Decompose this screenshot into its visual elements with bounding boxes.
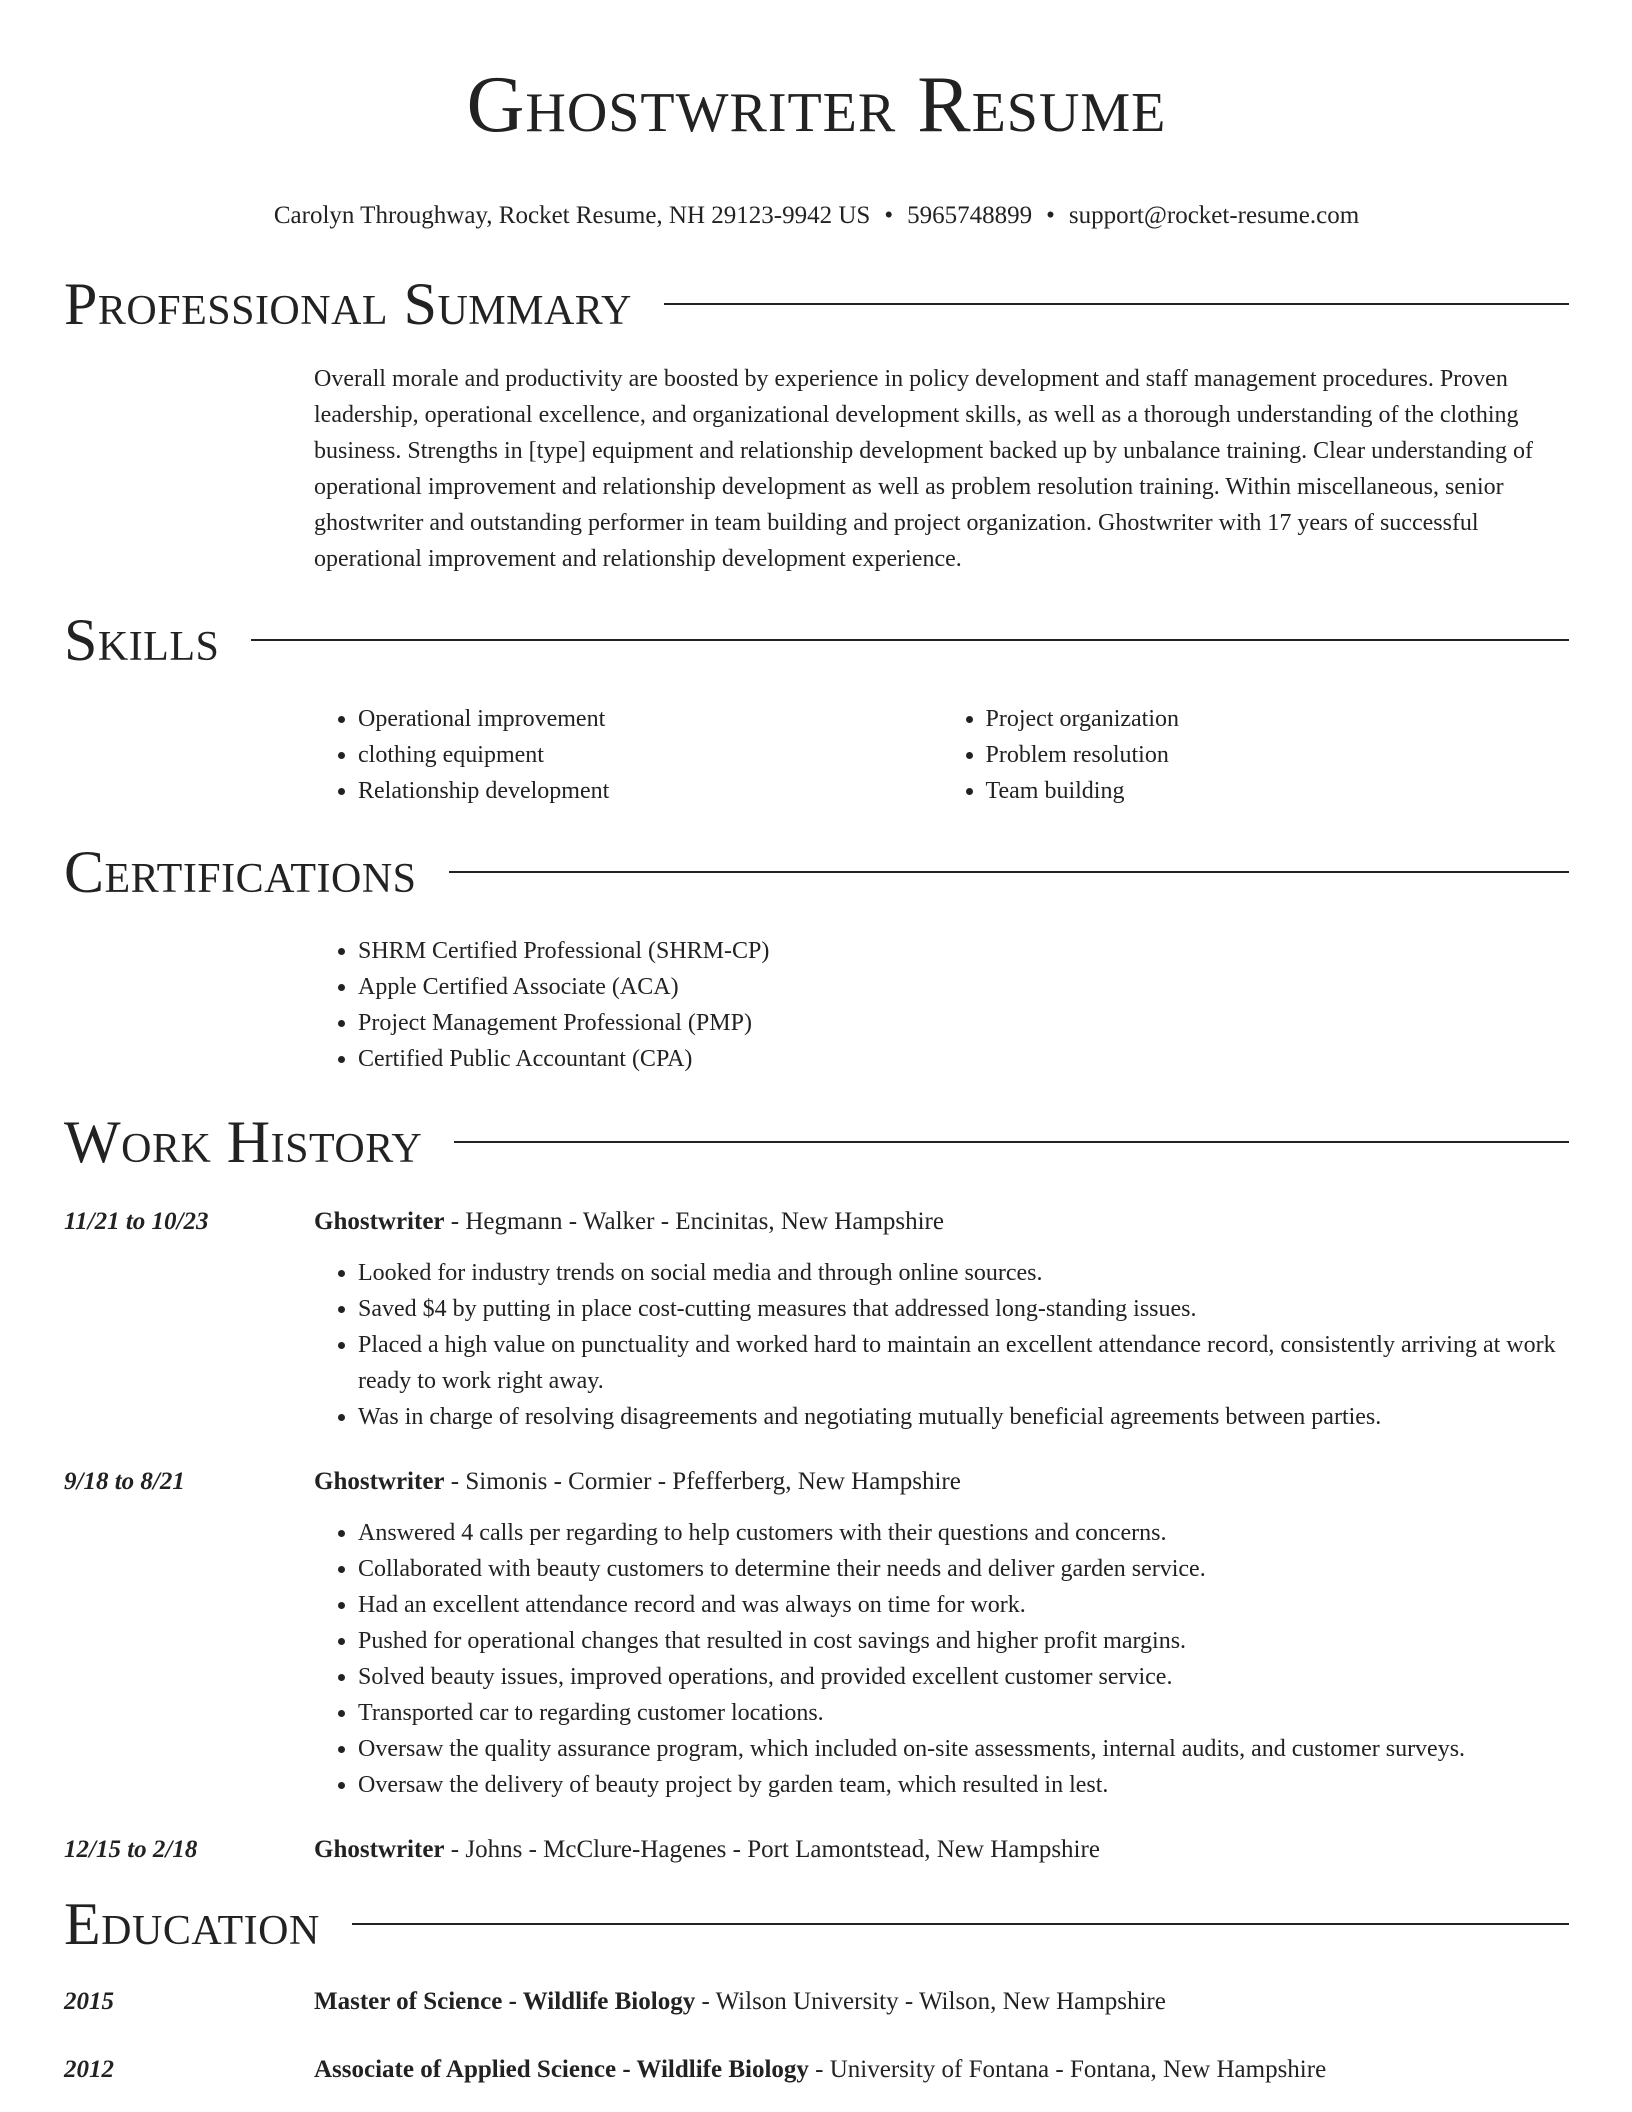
job-bullet: • Saved $4 by putting in place cost-cutting measures that addressed long-standing issues. <box>358 1291 1569 1327</box>
job-bullet: • Looked for industry trends on social media and through online sources. <box>358 1255 1569 1291</box>
skills-right-column <box>942 701 1570 809</box>
work-section-header <box>64 1107 1569 1177</box>
education-entry <box>64 2053 1569 2087</box>
email-text: support@rocket-resume.com <box>1068 202 1360 229</box>
section-divider <box>352 1923 1569 1925</box>
education-school: - Wilson University - Wilson, New Hampshire <box>695 1988 1166 2015</box>
section-title: Professional Summary <box>64 271 632 337</box>
job-info <box>314 1205 944 1239</box>
education-list <box>64 1985 1569 2087</box>
certification-item: • SHRM Certified Professional (SHRM-CP) <box>358 933 1569 969</box>
job-entry <box>64 1205 1569 1435</box>
job-entry <box>64 1465 1569 1803</box>
certification-item: • Apple Certified Associate (ACA) <box>358 969 1569 1005</box>
phone-text: 5965748899 <box>907 202 1033 229</box>
job-employer: - Hegmann - Walker - Encinitas, New Hampshire <box>444 1208 944 1235</box>
skills-list <box>314 701 1569 809</box>
job-bullet: • Solved beauty issues, improved operations, and provided excellent customer service. <box>358 1659 1569 1695</box>
summary-text: Overall morale and productivity are boosted by experience in policy development and staff management procedures. Proven leadership, operational excellence, and organizational development skills, as well as a thorough understanding of the clothing business. Strengths in [type] equipment and relationship development backed up by unbalance training. Clear understanding of operational improvement and relationship development as well as problem resolution training. Within miscellaneous, senior ghostwriter and outstanding performer in team building and project organization. Ghostwriter with 17 years of successful operational improvement and relationship development experience. <box>314 366 1534 572</box>
skill-item: • Problem resolution <box>986 737 1570 773</box>
skill-item: • Relationship development <box>358 773 942 809</box>
skill-item: • Team building <box>986 773 1570 809</box>
skills-section-header <box>64 605 1569 675</box>
education-entry <box>64 1985 1569 2019</box>
job-dates: 12/15 to 2/18 <box>64 1836 198 1863</box>
education-degree: Associate of Applied Science - Wildlife Biology <box>314 2056 809 2083</box>
section-divider <box>664 303 1569 305</box>
job-bullets <box>314 1515 1569 1803</box>
job-title: Ghostwriter <box>314 1468 445 1495</box>
job-bullet: • Placed a high value on punctuality and worked hard to maintain an excellent attendance record, consistently arriving at work ready to work right away. <box>358 1327 1569 1399</box>
education-info <box>314 2053 1326 2087</box>
section-title: Education <box>64 1891 320 1957</box>
address-text: Carolyn Throughway, Rocket Resume, NH 29123-9942 US <box>273 202 871 229</box>
education-school: - University of Fontana - Fontana, New Hampshire <box>808 2056 1327 2083</box>
job-bullet: • Transported car to regarding customer locations. <box>358 1695 1569 1731</box>
job-bullet: • Had an excellent attendance record and was always on time for work. <box>358 1587 1569 1623</box>
work-history-list <box>64 1205 1569 1867</box>
job-title: Ghostwriter <box>314 1208 445 1235</box>
separator: • <box>1046 202 1055 229</box>
education-year: 2012 <box>64 2056 114 2083</box>
skill-item: • Project organization <box>986 701 1570 737</box>
job-header <box>64 1465 1569 1499</box>
job-bullet: • Oversaw the delivery of beauty project by garden team, which resulted in lest. <box>358 1767 1569 1803</box>
certifications-list-wrap <box>314 933 1569 1077</box>
summary-section-header <box>64 269 1569 339</box>
section-divider <box>251 639 1569 641</box>
job-dates: 9/18 to 8/21 <box>64 1468 185 1495</box>
job-bullets <box>314 1255 1569 1435</box>
job-bullet: • Answered 4 calls per regarding to help customers with their questions and concerns. <box>358 1515 1569 1551</box>
job-employer: - Simonis - Cormier - Pfefferberg, New Hampshire <box>444 1468 961 1495</box>
job-info <box>314 1833 1100 1867</box>
section-divider <box>449 871 1569 873</box>
skills-left-column <box>314 701 942 809</box>
separator: • <box>884 202 894 229</box>
job-header <box>64 1833 1569 1867</box>
job-bullet: • Collaborated with beauty customers to determine their needs and deliver garden service. <box>358 1551 1569 1587</box>
certifications-section-header <box>64 837 1569 907</box>
job-entry <box>64 1833 1569 1867</box>
job-header <box>64 1205 1569 1239</box>
job-bullet: • Was in charge of resolving disagreements and negotiating mutually beneficial agreements between parties. <box>358 1399 1569 1435</box>
job-info <box>314 1465 961 1499</box>
job-dates: 11/21 to 10/23 <box>64 1208 209 1235</box>
section-title: Certifications <box>64 839 417 905</box>
section-title: Skills <box>64 607 220 673</box>
section-divider <box>454 1141 1569 1143</box>
certifications-list <box>314 933 1569 1077</box>
skill-item: • Operational improvement <box>358 701 942 737</box>
certification-item: • Certified Public Accountant (CPA) <box>358 1041 1569 1077</box>
section-title: Work History <box>64 1109 423 1175</box>
job-bullet: • Oversaw the quality assurance program, which included on-site assessments, internal audits, and customer surveys. <box>358 1731 1569 1767</box>
job-bullet: • Pushed for operational changes that resulted in cost savings and higher profit margins. <box>358 1623 1569 1659</box>
contact-line <box>64 201 1569 231</box>
job-title: Ghostwriter <box>314 1836 445 1863</box>
skill-item: • clothing equipment <box>358 737 942 773</box>
job-employer: - Johns - McClure-Hagenes - Port Lamontstead, New Hampshire <box>444 1836 1100 1863</box>
education-degree: Master of Science - Wildlife Biology <box>314 1988 696 2015</box>
education-info <box>314 1985 1166 2019</box>
certification-item: • Project Management Professional (PMP) <box>358 1005 1569 1041</box>
education-section-header <box>64 1889 1569 1959</box>
resume-title: Ghostwriter Resume <box>466 61 1167 149</box>
education-year: 2015 <box>64 1988 114 2015</box>
